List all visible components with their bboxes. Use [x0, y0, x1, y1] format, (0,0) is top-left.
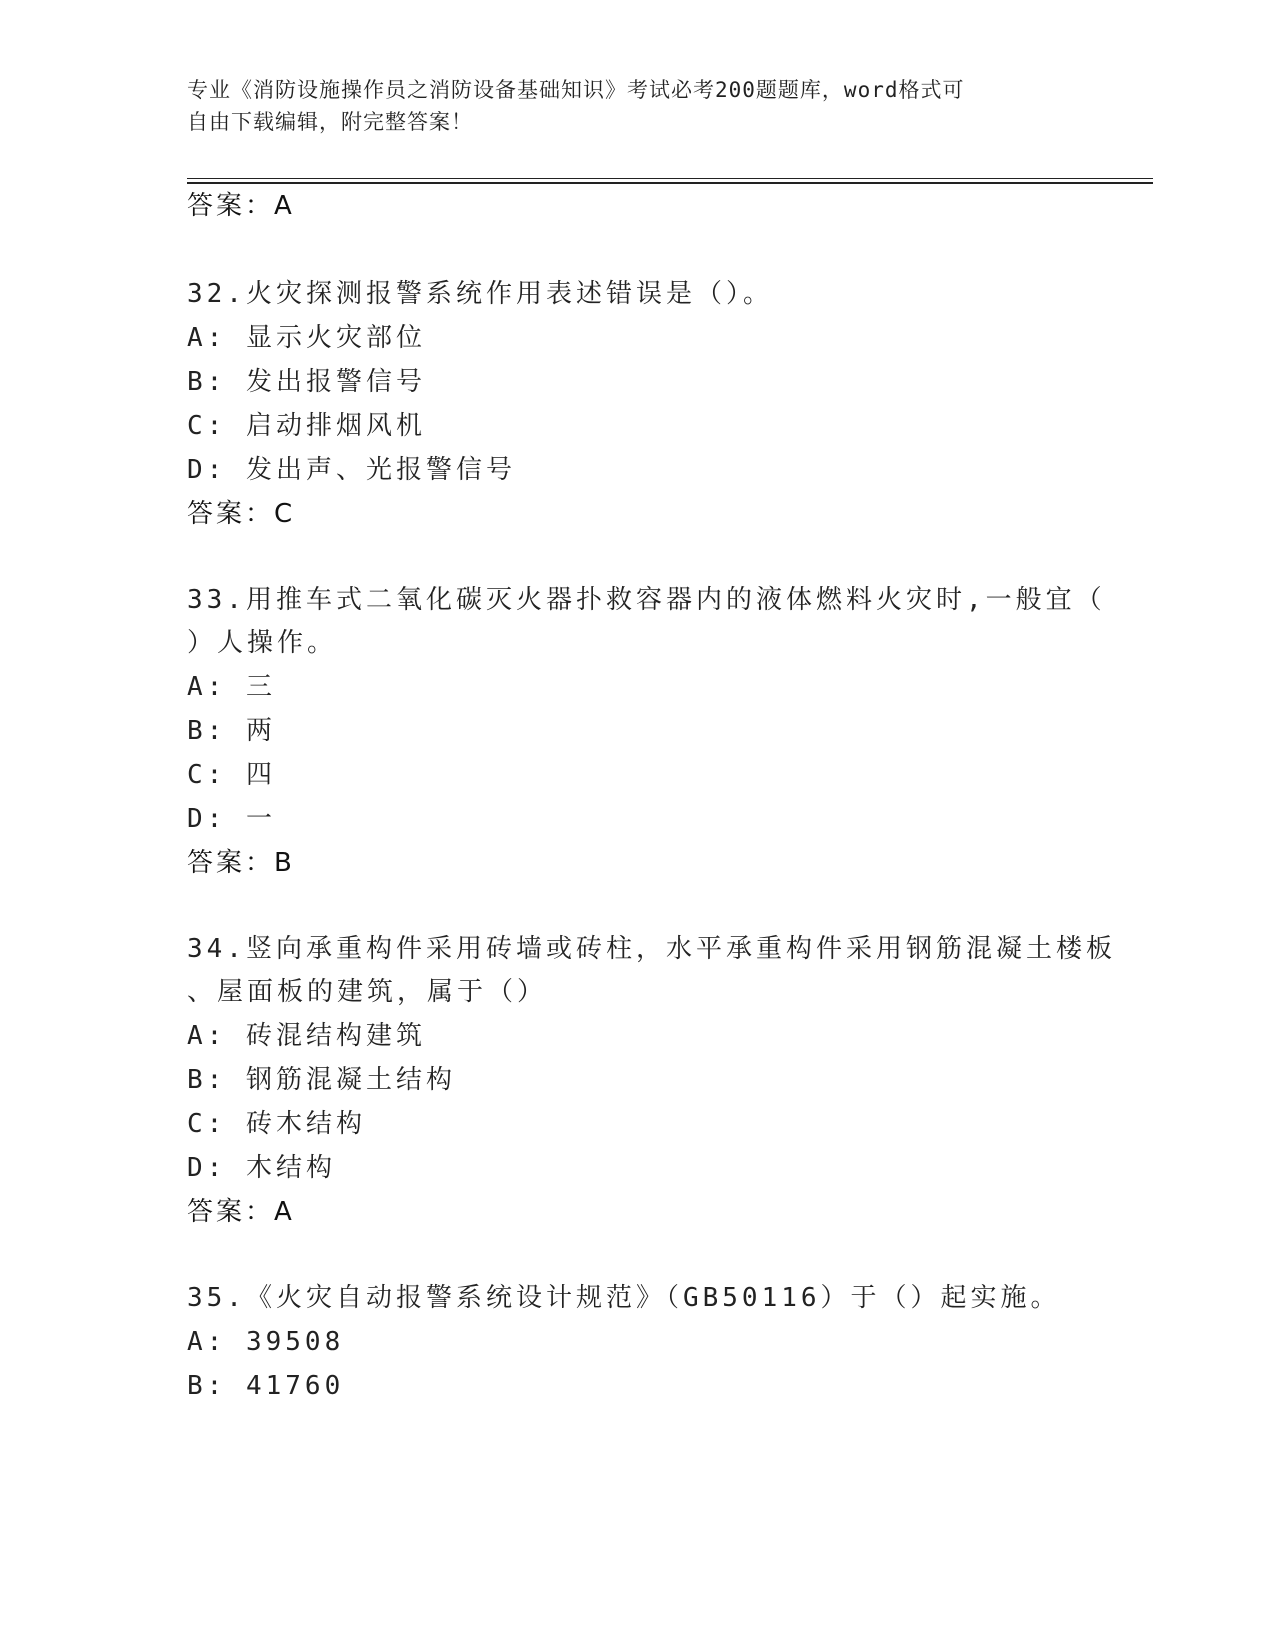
- document-header: [187, 74, 1077, 138]
- option-b: B: 41760: [187, 1371, 345, 1401]
- option-c: C: 四: [187, 760, 276, 790]
- question-stem: 33.用推车式二氧化碳灭火器扑救容器内的液体燃料火灾时,一般宜（: [187, 585, 1106, 615]
- question-stem-continued: 、屋面板的建筑，属于（）: [187, 977, 548, 1007]
- header-line-1: 专业《消防设施操作员之消防设备基础知识》考试必考200题题库，word格式可: [187, 78, 965, 102]
- option-a: A: 三: [187, 672, 276, 702]
- option-a: A: 39508: [187, 1327, 345, 1357]
- header-line-2: 自由下载编辑，附完整答案！: [187, 110, 473, 134]
- header-divider-thin: [187, 178, 1153, 179]
- answer: 答案：B: [187, 848, 295, 878]
- previous-answer: 答案：A: [187, 191, 295, 221]
- answer: 答案：C: [187, 499, 296, 529]
- option-b: B: 发出报警信号: [187, 367, 426, 397]
- answer: 答案：A: [187, 1197, 295, 1227]
- option-b: B: 两: [187, 716, 276, 746]
- option-d: D: 木结构: [187, 1153, 336, 1183]
- option-d: D: 发出声、光报警信号: [187, 455, 516, 485]
- question-stem: 32.火灾探测报警系统作用表述错误是（）。: [187, 279, 773, 309]
- option-a: A: 显示火灾部位: [187, 323, 426, 353]
- option-c: C: 启动排烟风机: [187, 411, 426, 441]
- question-stem: 35.《火灾自动报警系统设计规范》（GB50116）于（）起实施。: [187, 1283, 1061, 1313]
- question-stem: 34.竖向承重构件采用砖墙或砖柱，水平承重构件采用钢筋混凝土楼板: [187, 934, 1116, 964]
- option-d: D: 一: [187, 804, 276, 834]
- option-b: B: 钢筋混凝土结构: [187, 1065, 456, 1095]
- option-c: C: 砖木结构: [187, 1109, 366, 1139]
- option-a: A: 砖混结构建筑: [187, 1021, 426, 1051]
- question-stem-continued: ）人操作。: [187, 628, 338, 658]
- header-divider-thick: [187, 182, 1153, 184]
